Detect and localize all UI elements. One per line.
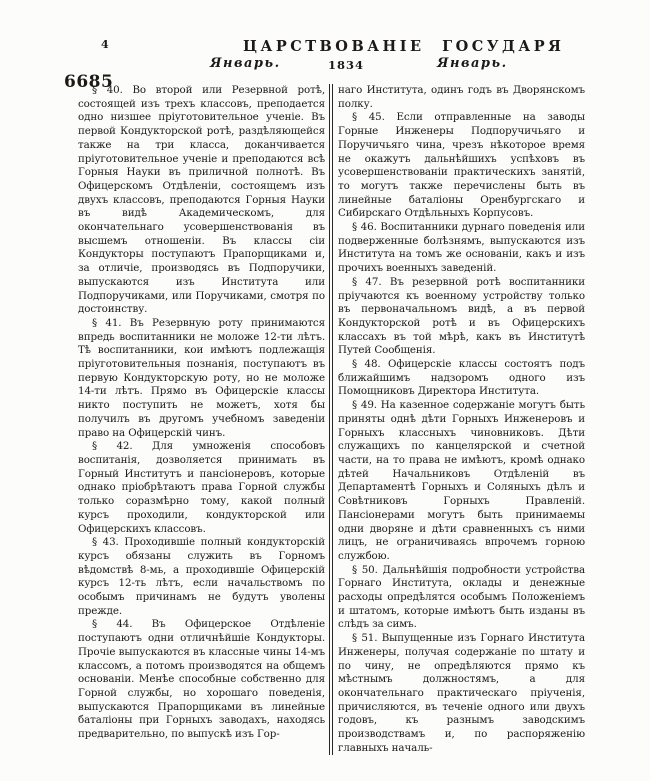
paragraph: § 44. Въ Офицерское Отдѣленіе поступаютъ одни отличнѣйшіе Кондукторы. Прочіе выпускаются въ классные чины 14-мъ классомъ, а потомъ производятся на общемъ основаніи. Менѣе способные собственно для Горной службы, но хорошаго поведенія, выпускаются Прапорщиками въ линейные баталіоны при Горныхъ заводахъ, находясь предварительно, по выпускѣ изъ Гор- xyxy=(78,618,325,741)
month-header-right: Январь. xyxy=(437,56,508,71)
paragraph: § 49. На казенное содержаніе могутъ быть приняты однѣ дѣти Горныхъ Инженеровъ и Горныхъ классныхъ чиновниковъ. Дѣти служащихъ по канцелярской и счетной части, на то права не имѣютъ, кромѣ однако дѣтей Начальниковъ Отдѣленій въ Департаментѣ Горныхъ и Соляныхъ дѣлъ и Совѣтниковъ Горныхъ Правленій. Пансіонерами могутъ быть принимаемы одни дворяне и дѣти сравненныхъ съ ними лицъ, не ограничиваясь впрочемъ горною службою. xyxy=(338,399,585,562)
paragraph: § 45. Если отправленные на заводы Горные Инженеры Подпоручичьяго и Поручичьяго чина, чрезъ нѣкоторое время не окажутъ дальнѣйшихъ успѣховъ въ усовершенствованіи практическихъ занятій, то могутъ также перечислены быть въ линейные баталіоны Оренбургскаго и Сибирскаго Отдѣльныхъ Корпусовъ. xyxy=(338,111,585,220)
act-number: 6685 xyxy=(64,72,114,92)
column-divider xyxy=(329,84,333,755)
paragraph: § 48. Офицерскіе классы состоятъ подъ ближайшимъ надзоромъ одного изъ Помощниковъ Директора Института. xyxy=(338,358,585,398)
paragraph: наго Института, одинъ годъ въ Дворянскомъ полку. xyxy=(338,84,585,110)
page-number: 4 xyxy=(101,38,110,51)
paragraph: § 40. Во второй или Резервной ротѣ, состоящей изъ трехъ классовъ, преподается одно низшее пріуготовительное ученіе. Въ первой Кондукторской ротѣ, раздѣляющейся также на три класса, доканчивается пріуготовительное ученіе и преподаются всѣ Горныя Науки въ приличной полнотѣ. Въ Офицерскомъ Отдѣленіи, состоящемъ изъ двухъ классовъ, преподаются Горныя Науки въ видѣ Академическомъ, для окончательнаго усовершенствованія въ высшемъ отношеніи. Въ классы сіи Кондукторы поступаютъ Прапорщиками и, за отличіе, производясь въ Подпоручики, выпускаются изъ Института или Подпоручиками, или Поручиками, смотря по достоинству. xyxy=(78,84,325,316)
right-column xyxy=(338,84,585,755)
paragraph: § 43. Проходившіе полный кондукторскій курсъ обязаны служить въ Горномъ вѣдомствѣ 8-мь, а проходившіе Офицерскій курсъ 12-ть лѣтъ, если начальствомъ по особымъ причинамъ не будутъ уволены прежде. xyxy=(78,536,325,617)
page-title: ЦАРСТВОВАНІЕ ГОСУДАРЯ xyxy=(243,38,565,55)
paragraph: § 50. Дальнѣйшія подробности устройства Горнаго Института, оклады и денежные расходы опредѣлятся особымъ Положеніемъ и штатомъ, которые имѣютъ быть изданы въ слѣдъ за симъ. xyxy=(338,563,585,631)
paragraph: § 41. Въ Резервную роту принимаются впредь воспитанники не моложе 12-ти лѣтъ. Тѣ воспитанники, кои имѣютъ подлежащія пріуготовительныя познанія, поступаютъ въ первую Кондукторскую роту, но не моложе 14-ти лѣтъ. Прямо въ Офицерскіе классы никто поступить не можетъ, хотя бы получилъ въ другомъ учебномъ заведеніи право на Офицерскій чинъ. xyxy=(78,316,325,439)
two-column-text-block xyxy=(78,84,586,755)
paragraph: § 42. Для умноженія способовъ воспитанія, дозволяется принимать въ Горный Институтъ и пансіонеровъ, которые однако пріобрѣтаютъ права Горной службы только соразмѣрно тому, какой полный курсъ проходили, кондукторской или Офицерскихъ классовъ. xyxy=(78,440,325,535)
left-column xyxy=(78,84,325,755)
year-header: 1834 xyxy=(328,58,365,72)
paragraph: § 47. Въ резервной ротѣ воспитанники пріучаются къ военному устройству только въ первоначальномъ видѣ, а въ первой Кондукторской ротѣ и въ Офицерскихъ классахъ въ той мѣрѣ, какъ въ Институтѣ Путей Сообщенія. xyxy=(338,275,585,357)
paragraph: § 51. Выпущенные изъ Горнаго Института Инженеры, получая содержаніе по штату и по чину, не опредѣляются прямо къ мѣстнымъ должностямъ, а для окончательнаго практическаго пріученія, причисляются, въ теченіе одного или двухъ годовъ, къ разнымъ заводскимъ производствамъ и, по распоряженію главныхъ началь- xyxy=(338,632,585,754)
paragraph: § 46. Воспитанники дурнаго поведенія или подверженные болѣзнямъ, выпускаются изъ Института на томъ же основаніи, какъ и изъ прочихъ военныхъ заведеній. xyxy=(338,221,585,275)
month-header-left: Январь. xyxy=(210,56,281,71)
